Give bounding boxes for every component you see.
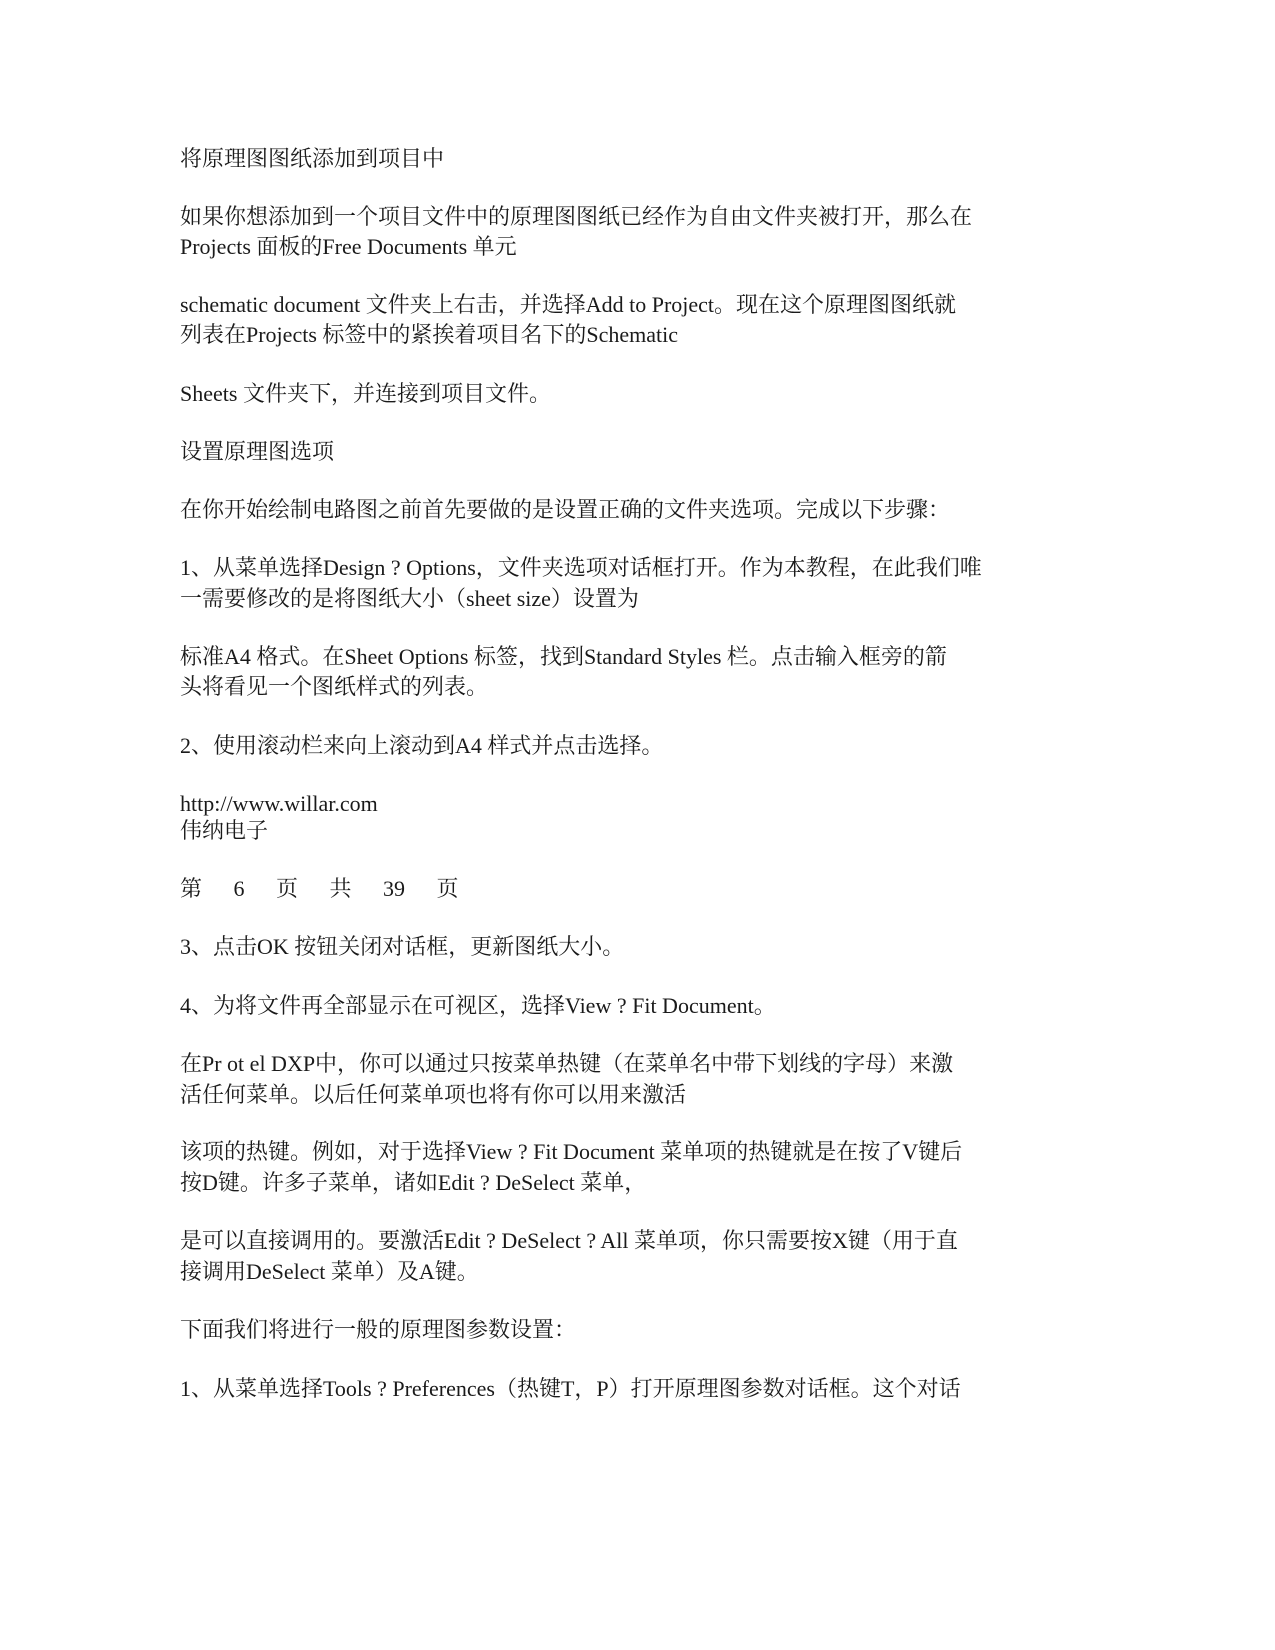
page-number-prefix: 第 bbox=[180, 876, 203, 901]
paragraph-line: 如果你想添加到一个项目文件中的原理图图纸已经作为自由文件夹被打开，那么在 bbox=[180, 204, 973, 229]
paragraph-line: 列表在Projects 标签中的紧挨着项目名下的Schematic bbox=[180, 322, 679, 347]
section-heading-add-sheet: 将原理图图纸添加到项目中 bbox=[180, 146, 445, 171]
paragraph-line: schematic document 文件夹上右击，并选择Add to Project。现在这个原理图图纸就 bbox=[180, 292, 957, 317]
section-heading-options: 设置原理图选项 bbox=[180, 439, 335, 464]
paragraph-line: 1、从菜单选择Design ? Options，文件夹选项对话框打开。作为本教程，在此我们唯 bbox=[180, 555, 982, 580]
paragraph-line: 3、点击OK 按钮关闭对话框，更新图纸大小。 bbox=[180, 934, 625, 959]
page-number-current: 6 bbox=[233, 876, 245, 901]
paragraph-line: 一需要修改的是将图纸大小（sheet size）设置为 bbox=[180, 586, 639, 611]
paragraph-line: 在Pr ot el DXP中，你可以通过只按菜单热键（在菜单名中带下划线的字母）来激 bbox=[180, 1051, 954, 1076]
page-number-ye: 页 bbox=[276, 876, 299, 901]
paragraph-line: 活任何菜单。以后任何菜单项也将有你可以用来激活 bbox=[180, 1082, 687, 1107]
page-number-gong: 共 bbox=[329, 876, 352, 901]
paragraph-line: 是可以直接调用的。要激活Edit ? DeSelect ? All 菜单项，你只需要按X键（用于直 bbox=[180, 1228, 958, 1253]
paragraph-line: 在你开始绘制电路图之前首先要做的是设置正确的文件夹选项。完成以下步骤： bbox=[180, 497, 951, 522]
paragraph-line: 4、为将文件再全部显示在可视区，选择View ? Fit Document。 bbox=[180, 993, 776, 1018]
footer-url: http://www.willar.com bbox=[180, 791, 378, 816]
paragraph-line: 头将看见一个图纸样式的列表。 bbox=[180, 674, 489, 699]
paragraph-line: 按D键。许多子菜单，诸如Edit ? DeSelect 菜单， bbox=[180, 1170, 647, 1195]
page-number-ye: 页 bbox=[436, 876, 459, 901]
paragraph-line: 该项的热键。例如，对于选择View ? Fit Document 菜单项的热键就是在按了V键后 bbox=[180, 1139, 963, 1164]
page-number bbox=[180, 874, 459, 904]
paragraph-line: 下面我们将进行一般的原理图参数设置： bbox=[180, 1317, 577, 1342]
paragraph-line: 接调用DeSelect 菜单）及A键。 bbox=[180, 1259, 479, 1284]
paragraph-line: 2、使用滚动栏来向上滚动到A4 样式并点击选择。 bbox=[180, 733, 664, 758]
footer-company: 伟纳电子 bbox=[180, 818, 269, 843]
paragraph-line: Projects 面板的Free Documents 单元 bbox=[180, 234, 517, 259]
paragraph-line: Sheets 文件夹下，并连接到项目文件。 bbox=[180, 381, 551, 406]
paragraph-line: 1、从菜单选择Tools ? Preferences（热键T，P）打开原理图参数对话框。这个对话 bbox=[180, 1376, 961, 1401]
paragraph-line: 标准A4 格式。在Sheet Options 标签，找到Standard Styles 栏。点击输入框旁的箭 bbox=[180, 644, 947, 669]
page-number-total: 39 bbox=[383, 876, 406, 901]
